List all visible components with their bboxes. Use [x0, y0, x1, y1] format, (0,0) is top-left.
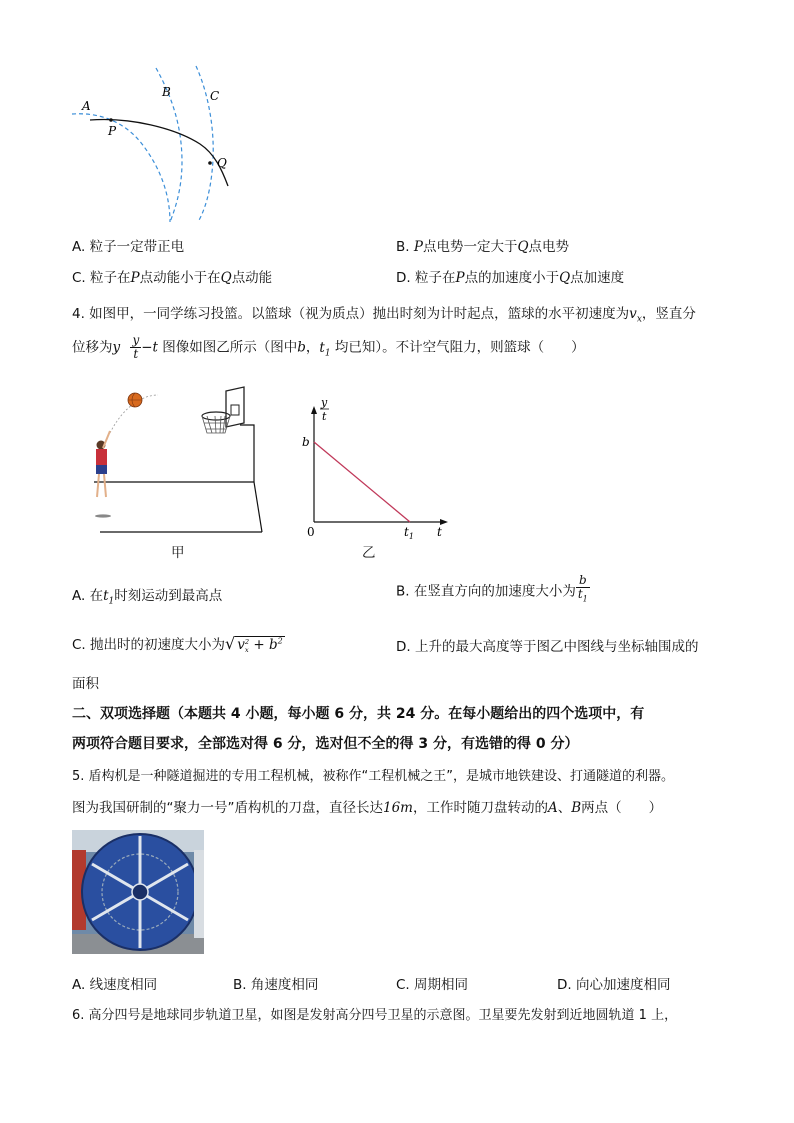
- q4-y: y: [112, 339, 121, 356]
- q4-stem-line1-a: 4. 如图甲，一同学练习投篮。以篮球（视为质点）抛出时刻为计时起点，篮球的水平初速度为: [72, 306, 630, 322]
- q5-option-d[interactable]: D. 向心加速度相同: [557, 977, 671, 993]
- q5-option-a[interactable]: A. 线速度相同: [72, 977, 158, 993]
- q4-b: b: [297, 339, 306, 356]
- q3-option-d-p: P: [455, 270, 465, 286]
- q4-basketball-figure: [84, 385, 268, 537]
- player-shorts: [96, 465, 107, 474]
- q4-option-a-prefix: A. 在: [72, 588, 104, 604]
- player-arm: [103, 431, 110, 448]
- photo-right-pillar: [194, 850, 204, 938]
- q5-point-b: B: [571, 800, 582, 816]
- q4-option-d[interactable]: D. 上升的最大高度等于图乙中图线与坐标轴围成的: [396, 639, 699, 655]
- q4-option-b[interactable]: [396, 574, 590, 605]
- graph-y-arrow: [311, 406, 317, 414]
- graph-data-line: [314, 442, 410, 522]
- q4-option-c-sqrt: √ v 2 x + $b^2$: [225, 634, 283, 654]
- q4-stem-line1-b: ，竖直分: [641, 306, 696, 322]
- q3-option-d[interactable]: [396, 266, 624, 286]
- graph-y-label-denominator: t: [322, 410, 327, 423]
- q3-option-c[interactable]: [72, 266, 272, 286]
- label-a: A: [82, 99, 91, 113]
- graph-t1-label: $t_1$: [404, 525, 414, 541]
- q3-option-a[interactable]: A. 粒子一定带正电: [72, 239, 185, 255]
- player-shadow: [95, 514, 111, 517]
- graph-origin-label: 0: [307, 525, 315, 539]
- q4-stem-line2-d: ，: [305, 339, 320, 356]
- q4-option-a-suffix: 时刻运动到最高点: [114, 588, 223, 604]
- q5-stem-line2-a: 图为我国研制的“聚力一号”盾构机的刀盘，直径长达: [72, 800, 383, 816]
- q4-option-c[interactable]: [72, 633, 285, 654]
- q3-option-c-q: Q: [220, 270, 232, 286]
- q5-point-a: A: [547, 800, 558, 816]
- q5-stem-line1: 5. 盾构机是一种隧道掘进的专用工程机械，被称作“工程机械之王”，是城市地铁建设、打通隧道的利器。: [72, 769, 675, 784]
- q4-figure-yi-caption: 乙: [362, 545, 376, 561]
- q4-graph-figure: [296, 392, 456, 542]
- q3-option-d-prefix: D. 粒子在: [396, 270, 456, 286]
- q5-option-c[interactable]: C. 周期相同: [396, 977, 469, 993]
- q3-option-b-mid: 点电势一定大于: [422, 239, 518, 255]
- q4-option-b-prefix: B. 在竖直方向的加速度大小为: [396, 583, 576, 600]
- q4-stem-line2-c: 图像如图乙所示（图中: [157, 339, 298, 356]
- q4-y-over-t: $\frac{y}{t}$: [132, 333, 140, 361]
- hoop-pole: [240, 425, 254, 482]
- q5-cutterhead-photo: [72, 830, 204, 954]
- player-shirt: [96, 449, 107, 465]
- q5-stem-line2: [72, 796, 662, 816]
- label-p: P: [108, 124, 117, 138]
- q4-stem-line1: [72, 302, 696, 325]
- q3-option-b-q: Q: [517, 239, 529, 255]
- q3-option-c-suffix: 点动能: [231, 270, 273, 286]
- court-right-line: [254, 482, 262, 532]
- q4-minus: −: [141, 339, 153, 356]
- player-leg-left: [97, 474, 99, 497]
- q3-option-b[interactable]: [396, 235, 569, 255]
- q4-figure-jia-caption: 甲: [171, 545, 185, 561]
- player-leg-right: [104, 474, 106, 497]
- q3-option-b-prefix: B.: [396, 239, 414, 255]
- point-q-dot: [208, 161, 212, 165]
- q3-option-d-q: Q: [559, 270, 571, 286]
- q4-option-d-wrap: 面积: [72, 676, 99, 692]
- graph-y-label-numerator: y: [321, 396, 328, 409]
- q4-option-a-t1: $t_1$: [103, 588, 115, 607]
- q4-stem-line2-e: 均已知）。不计空气阻力，则篮球（ ）: [330, 339, 585, 356]
- q4-option-a[interactable]: [72, 584, 222, 607]
- q3-option-c-mid: 点动能小于在: [139, 270, 221, 286]
- q4-vx: $v_x$: [629, 306, 642, 325]
- q5-option-b[interactable]: B. 角速度相同: [233, 977, 319, 993]
- q3-option-d-suffix: 点加速度: [570, 270, 625, 286]
- q4-stem-line2-a: 位移为: [72, 339, 113, 356]
- q4-option-c-prefix: C. 抛出时的初速度大小为: [72, 637, 226, 653]
- graph-x-label: t: [437, 525, 442, 539]
- q5-stem-line2-b: ，工作时随刀盘转动的: [412, 800, 548, 816]
- q6-stem-line1: 6. 高分四号是地球同步轨道卫星，如图是发射高分四号卫星的示意图。卫星要先发射到近地圆轨道 1 上，: [72, 1008, 678, 1023]
- label-b: B: [162, 85, 171, 99]
- section2-heading-line1: 二、双项选择题（本题共 4 小题，每小题 6 分，共 24 分。在每小题给出的四个选项中，有: [72, 706, 645, 722]
- q3-field-figure: [70, 62, 240, 224]
- q3-option-c-prefix: C. 粒子在: [72, 270, 131, 286]
- q5-stem-line2-c: 两点（ ）: [581, 800, 663, 816]
- q4-stem-line2: [72, 334, 585, 361]
- q5-sep: 、: [557, 800, 572, 816]
- q3-option-b-p: P: [413, 239, 423, 255]
- label-c: C: [210, 89, 220, 103]
- q5-diameter: 16m: [383, 800, 413, 816]
- sqrt-sign-icon: √: [225, 634, 236, 653]
- q4-t1: $t_1$: [319, 339, 331, 359]
- q3-option-b-suffix: 点电势: [528, 239, 570, 255]
- q3-option-d-mid: 点的加速度小于: [464, 270, 560, 286]
- q4-t: t: [152, 339, 158, 356]
- section2-heading-line2: 两项符合题目要求，全部选对得 6 分，选对但不全的得 3 分，有选错的得 0 分）: [72, 736, 579, 752]
- equipotential-line-a: [72, 114, 170, 222]
- label-q: Q: [217, 156, 227, 170]
- graph-b-label: b: [302, 435, 310, 449]
- q4-option-b-fraction: $\frac{b}{t_1}$: [577, 573, 588, 604]
- q3-option-c-p: P: [130, 270, 140, 286]
- point-p-dot: [109, 118, 113, 122]
- cutterhead-hub: [132, 884, 148, 900]
